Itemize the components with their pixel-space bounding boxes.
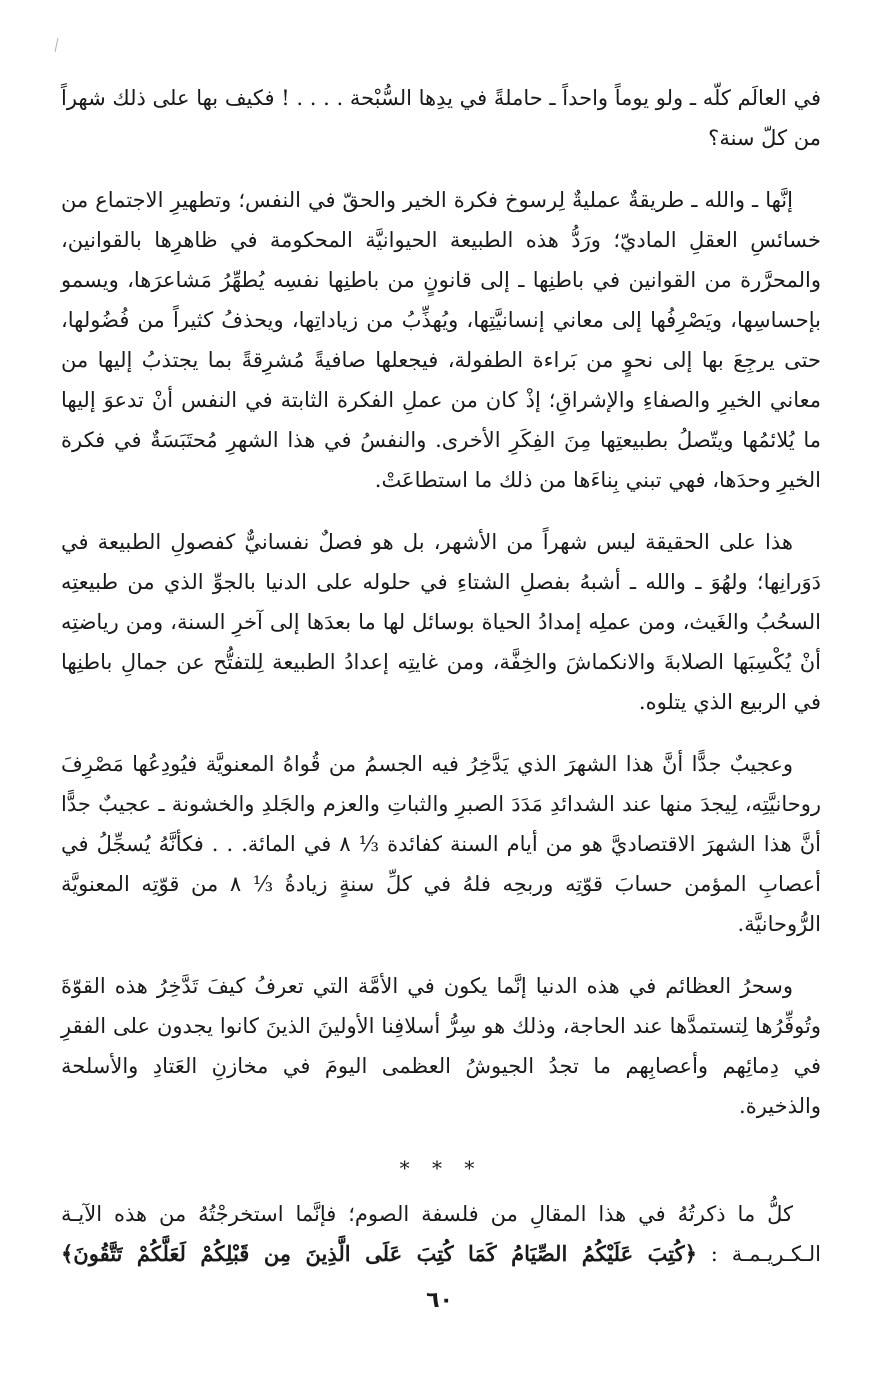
closing-paragraph <box>61 1194 821 1274</box>
page-body <box>61 78 821 1296</box>
paragraph-5: وسحرُ العظائم في هذه الدنيا إنَّما يكون في الأمَّة التي تعرفُ كيفَ تَدَّخِرُ هذه القوّةَ وتُوفِّرُها لِتستمدَّها عند الحاجة، وذلك هو سِرُّ أسلافِنا الأولينَ الذينَ كانوا يجدون على الفقرِ في دِمائِهم وأعصابِهم ما تجدُ الجيوشُ العظمى اليومَ في مخازنِ العَتادِ والأسلحة والذخيرة. <box>61 974 821 1118</box>
paragraph-4: وعجيبٌ جدًّا أنَّ هذا الشهرَ الذي يَدَّخِرُ فيه الجسمُ من قُواهُ المعنويَّة فيُودِعُها مَصْرِفَ روحانيَّتِه، لِيجدَ منها عند الشدائدِ مَدَدَ الصبرِ والثباتِ والعزم والجَلدِ والخشونة ـ عجيبٌ جدًّا أنَّ هذا الشهرَ الاقتصاديَّ هو من أيام السنة كفائدة ⅓ ٨ في المائة. . . فكأنَّهُ يُسجِّلُ في أعصابِ المؤمن حسابَ قوّتِه وربحِه فلهُ في كلِّ سنةٍ زيادةُ ⅓ ٨ من قوّتِه المعنويَّة الرُّوحانيَّة. <box>61 752 822 936</box>
paragraph-3: هذا على الحقيقة ليس شهراً من الأشهر، بل هو فصلٌ نفسانيٌّ كفصولِ الطبيعة في دَوَرانِها؛ ولهُوَ ـ والله ـ أشبهُ بفصلِ الشتاءِ في حلوله على الدنيا بالجوِّ الذي من طبيعتِه السحُبُ والغَيث، ومن عملِه إمدادُ الحياة بوسائل لها ما بعدَها إلى آخرِ السنة، ومن رياضتِه أنْ يُكْسِبَها الصلابةَ والانكماشَ والخِفَّة، ومن غايتِه إعدادُ الطبيعة لِلتفتُّح عن جمالِ باطنِها في الربيع الذي يتلوه. <box>61 530 821 714</box>
paragraph-2: إنَّها ـ والله ـ طريقةٌ عمليةٌ لِرسوخ فكرة الخير والحقّ في النفس؛ وتطهيرِ الاجتماع من خسائسِ العقلِ الماديّ؛ ورَدُّ هذه الطبيعة الحيوانيَّة المحكومة في ظاهرِها بالقوانين، والمحرَّرة من القوانين في باطنِها ـ إلى قانونٍ من باطنِها نفسِه يُطهِّرُ مَشاعرَها، ويسمو بإحساسِها، ويَصْرِفُها إلى معاني إنسانيَّتِها، ويُهذِّبُ من زياداتِها، ويحذفُ كثيراً من فُضُولها، حتى يرجِعَ بها إلى نحوٍ من بَراءة الطفولة، فيجعلها صافيةً مُشرِقةً بما يجتذبُ إليها من معاني الخيرِ والصفاءِ والإشراقِ؛ إذْ كان من عملِ الفكرة الثابتة في النفس أنْ تدعوَ إليها ما يُلائمُها ويتّصلُ بطبيعتِها مِنَ الفِكَرِ الأخرى. والنفسُ في هذا الشهرِ مُحتَبَسَةٌ في فكرة الخيرِ وحدَها، فهي تبني بِناءَها من ذلك ما استطاعَتْ. <box>61 188 821 492</box>
section-separator: * * * <box>399 1156 483 1180</box>
paragraph-1: في العالَم كلّه ـ ولو يوماً واحداً ـ حاملةً في يدِها السُّبْحة . . . . ! فكيف بها على ذلك شهراً من كلّ سنة؟ <box>61 86 821 150</box>
margin-mark <box>55 38 59 52</box>
closing-text: كلُّ ما ذكرتُهُ في هذا المقالِ من فلسفة الصوم؛ فإنَّما استخرجْتُهُ من هذه الآيـة الـكـريـمـة : <box>61 1202 821 1266</box>
page-number: ٦٠ <box>426 1288 453 1313</box>
quran-verse: ﴿كُتِبَ عَلَيْكُمُ الصِّيَامُ كَمَا كُتِبَ عَلَى الَّذِينَ مِن قَبْلِكُمْ لَعَلَّكُمْ تَتَّقُونَ﴾ <box>61 1241 697 1266</box>
